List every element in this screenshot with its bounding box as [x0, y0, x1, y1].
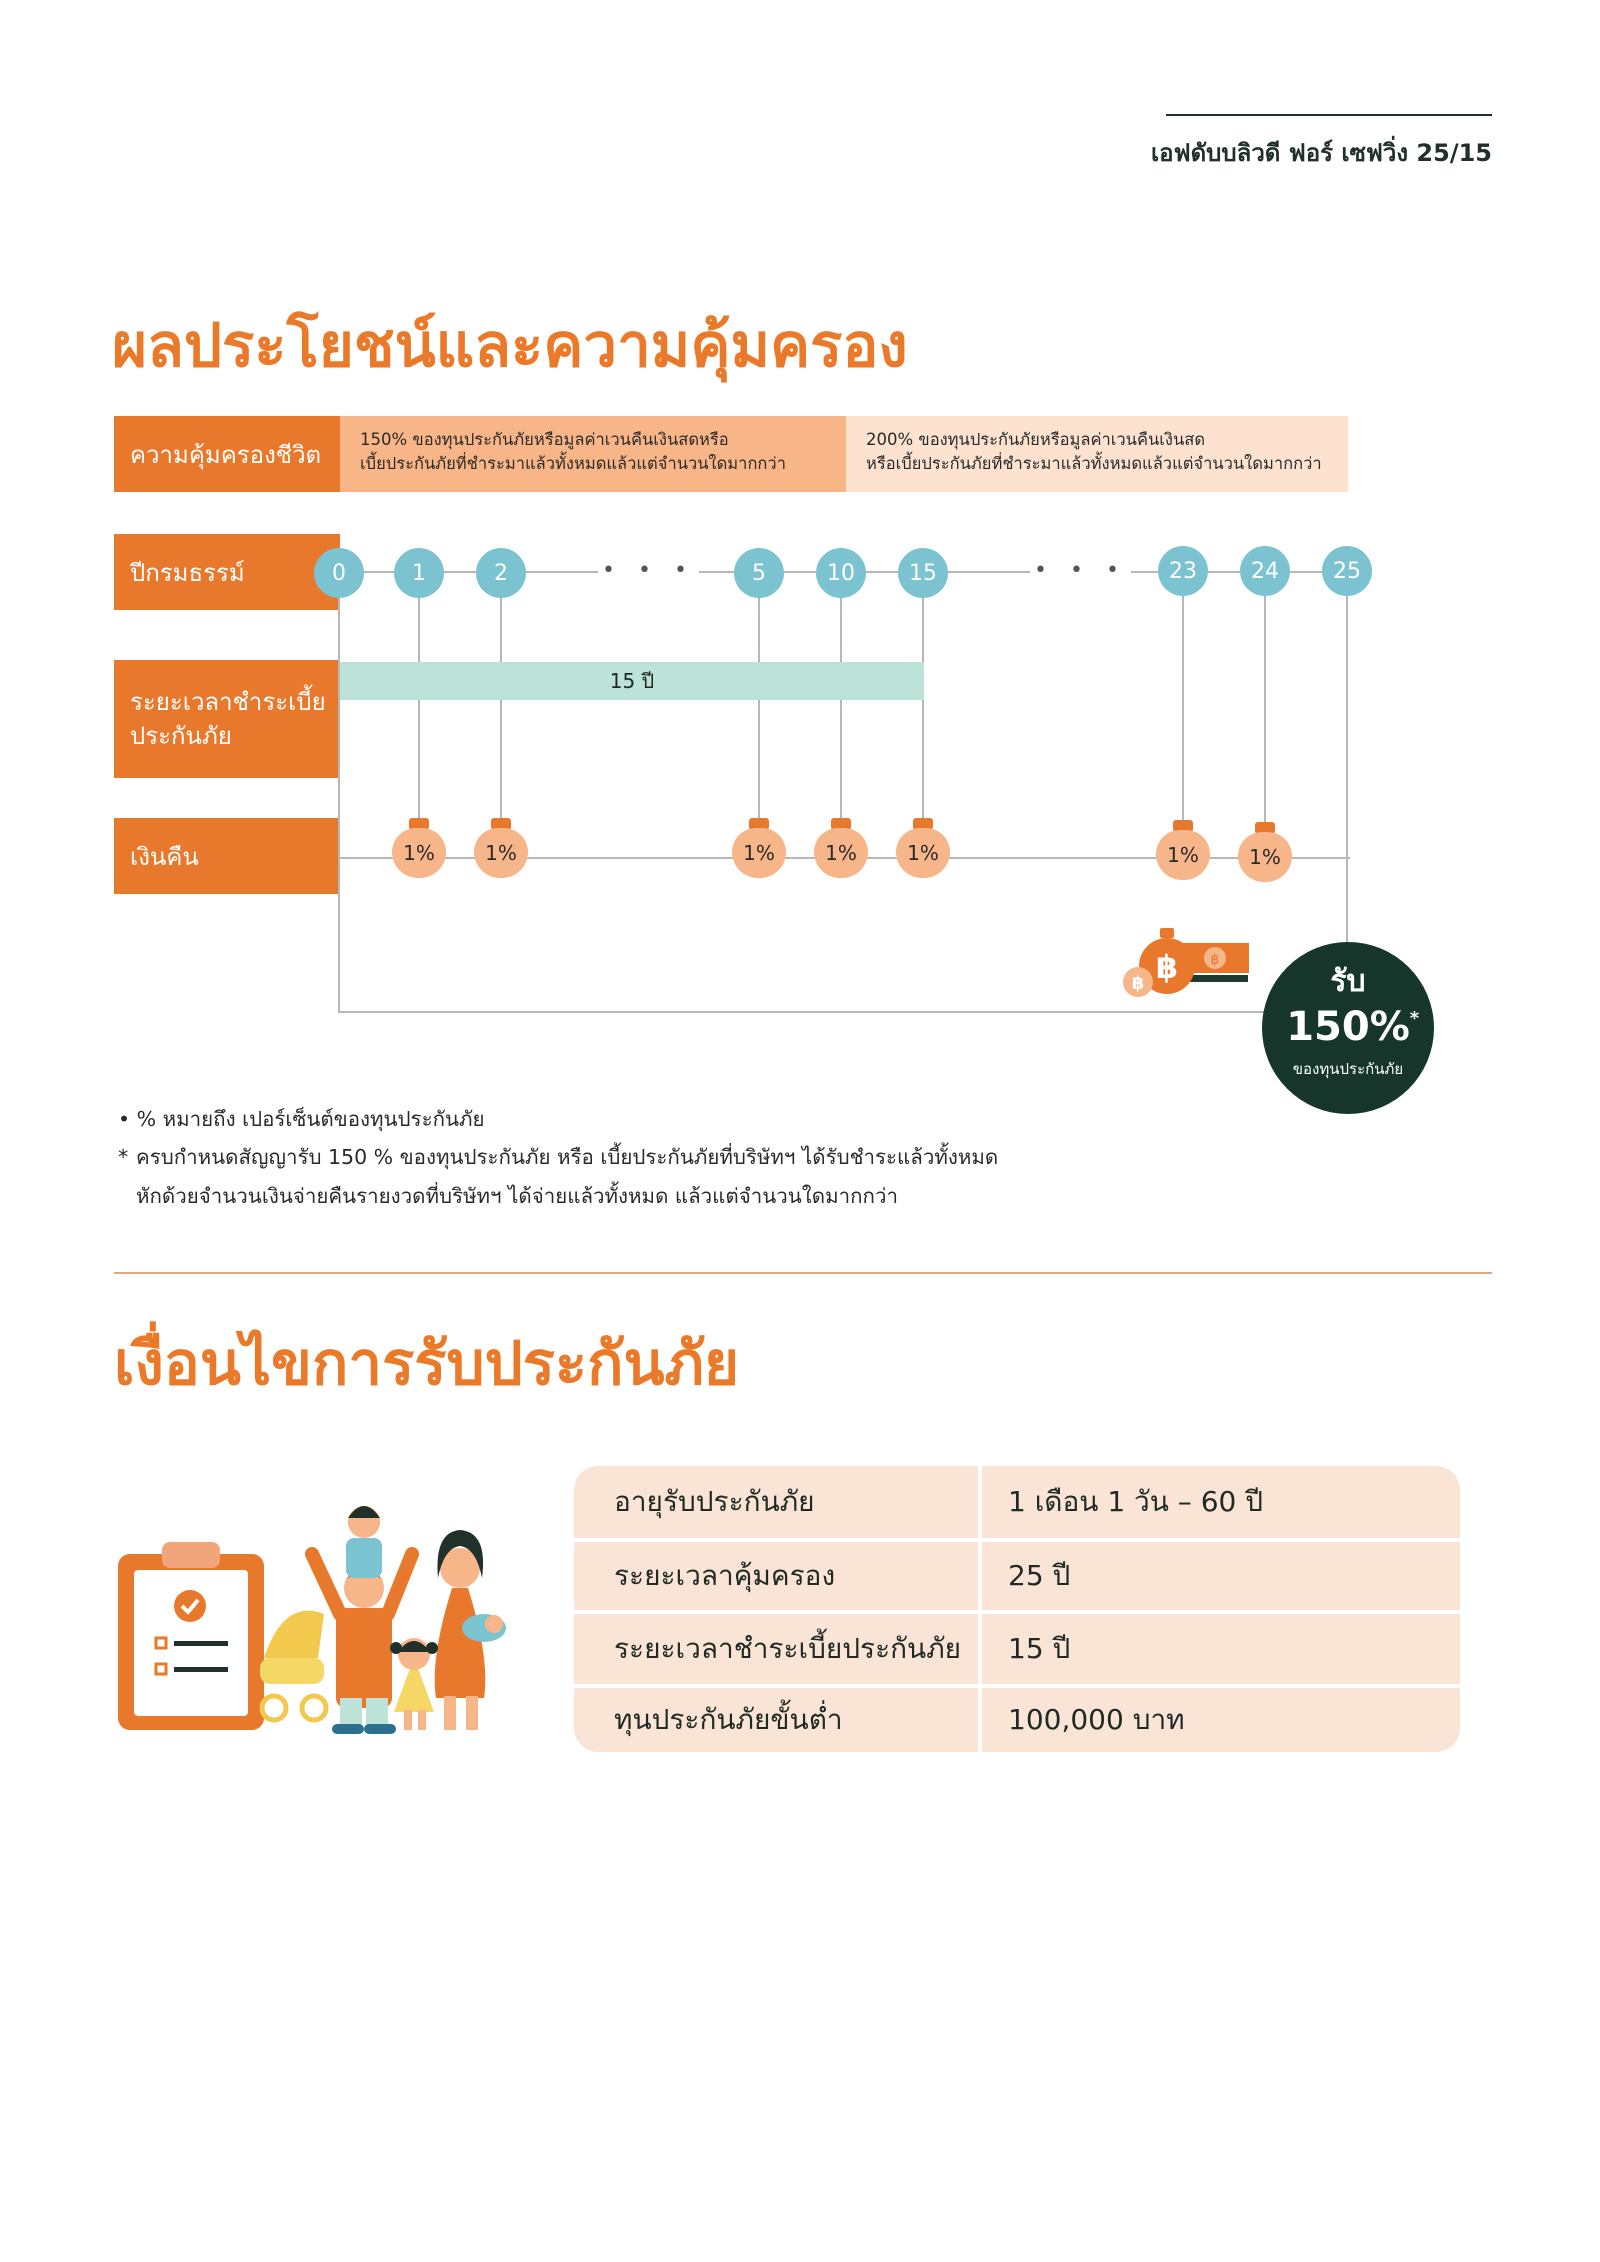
note-percent: • % หมายถึง เปอร์เซ็นต์ของทุนประกันภัย — [118, 1107, 485, 1131]
maturity-badge — [1262, 942, 1434, 1114]
maturity-caption: ของทุนประกันภัย — [1292, 1060, 1404, 1078]
header-title: เอฟดับบลิวดี ฟอร์ เซฟวิ่ง 25/15 — [1150, 139, 1492, 167]
svg-text:฿: ฿ — [1210, 952, 1220, 968]
cashback-bag-year-23: 1% — [1156, 820, 1210, 880]
header-rule — [1166, 114, 1492, 116]
left-bracket-line — [338, 571, 340, 1013]
conditions-title: เงื่อนไขการรับประกันภัย — [114, 1329, 740, 1399]
premium-period-bar — [340, 662, 924, 700]
connector-year-1 — [418, 596, 420, 824]
table-row — [574, 1542, 1460, 1610]
condition-label-age: อายุรับประกันภัย — [614, 1485, 815, 1518]
coverage-2-line1: 200% ของทุนประกันภัยหรือมูลค่าเวนคืนเงินสด — [866, 430, 1206, 449]
cashback-bag-year-10: 1% — [814, 818, 868, 878]
money-icon — [1122, 922, 1258, 1004]
premium-period-label — [114, 660, 340, 778]
connector-year-15 — [922, 596, 924, 824]
condition-value-coverage-period: 25 ปี — [1008, 1559, 1071, 1592]
conditions-table — [574, 1466, 1460, 1752]
svg-text:฿: ฿ — [1155, 948, 1179, 986]
connector-year-23 — [1182, 596, 1184, 824]
cashback-bag-year-1: 1% — [392, 818, 446, 878]
maturity-receive: รับ — [1330, 964, 1366, 999]
condition-label-premium-period: ระยะเวลาชำระเบี้ยประกันภัย — [614, 1632, 962, 1665]
note-maturity-line2: หักด้วยจำนวนเงินจ่ายคืนรายงวดที่บริษัทฯ ได้จ่ายแล้วทั้งหมด แล้วแต่จำนวนใดมากกว่า — [136, 1184, 898, 1208]
condition-label-min-sum: ทุนประกันภัยขั้นต่ำ — [614, 1703, 843, 1736]
connector-year-10 — [840, 596, 842, 824]
connector-year-5 — [758, 596, 760, 824]
year-node-5: 5 — [734, 548, 784, 598]
condition-value-age: 1 เดือน 1 วัน – 60 ปี — [1008, 1485, 1264, 1518]
coverage-1-line2: เบี้ยประกันภัยที่ชำระมาแล้วทั้งหมดแล้วแต่จำนวนใดมากกว่า — [360, 454, 786, 473]
table-row — [574, 1466, 1460, 1538]
note-maturity-line1: ครบกำหนดสัญญารับ 150 % ของทุนประกันภัย หรือ เบี้ยประกันภัยที่บริษัทฯ ได้รับชำระแล้วทั้งหมด — [136, 1145, 999, 1169]
year-node-24: 24 — [1240, 546, 1290, 596]
bottom-bracket-line — [338, 1011, 1308, 1013]
year-node-2: 2 — [476, 548, 526, 598]
premium-period-label-line2: ประกันภัย — [130, 722, 232, 750]
year-node-0: 0 — [314, 548, 364, 598]
connector-year-25 — [1346, 596, 1348, 948]
year-node-1: 1 — [394, 548, 444, 598]
family-illustration-icon — [114, 1418, 534, 1736]
maturity-percent: 150% — [1286, 1004, 1410, 1050]
premium-period-label-line1: ระยะเวลาชำระเบี้ย — [130, 688, 326, 716]
note-asterisk-mark: * — [118, 1145, 129, 1169]
life-coverage-label: ความคุ้มครองชีวิต — [114, 416, 340, 492]
condition-label-coverage-period: ระยะเวลาคุ้มครอง — [614, 1559, 836, 1592]
cashback-bag-year-5: 1% — [732, 818, 786, 878]
connector-year-2 — [500, 596, 502, 824]
year-node-23: 23 — [1158, 546, 1208, 596]
year-node-25: 25 — [1322, 546, 1372, 596]
coverage-2-line2: หรือเบี้ยประกันภัยที่ชำระมาแล้วทั้งหมดแล้วแต่จำนวนใดมากกว่า — [866, 454, 1322, 473]
table-row — [574, 1614, 1460, 1684]
policy-year-label: ปีกรมธรรม์ — [114, 534, 340, 610]
year-node-15: 15 — [898, 548, 948, 598]
condition-value-min-sum: 100,000 บาท — [1008, 1703, 1185, 1736]
maturity-asterisk: * — [1409, 1008, 1420, 1029]
svg-text:฿: ฿ — [1131, 973, 1145, 994]
note-maturity — [136, 1138, 1136, 1216]
coverage-1-line1: 150% ของทุนประกันภัยหรือมูลค่าเวนคืนเงินสดหรือ — [360, 430, 729, 449]
coverage-period-1 — [340, 416, 846, 492]
year-node-10: 10 — [816, 548, 866, 598]
cashback-bag-year-24: 1% — [1238, 822, 1292, 882]
connector-year-24 — [1264, 596, 1266, 824]
premium-period-value: 15 ปี — [609, 669, 655, 693]
cashback-bag-year-2: 1% — [474, 818, 528, 878]
ellipsis-1: • • • — [598, 558, 699, 583]
ellipsis-2: • • • — [1030, 558, 1131, 583]
coverage-period-2 — [846, 416, 1348, 492]
benefits-title: ผลประโยชน์และความคุ้มครอง — [112, 311, 908, 381]
cashback-label: เงินคืน — [114, 818, 340, 894]
condition-value-premium-period: 15 ปี — [1008, 1632, 1071, 1665]
table-row — [574, 1688, 1460, 1752]
section-divider — [114, 1272, 1492, 1274]
cashback-bag-year-15: 1% — [896, 818, 950, 878]
